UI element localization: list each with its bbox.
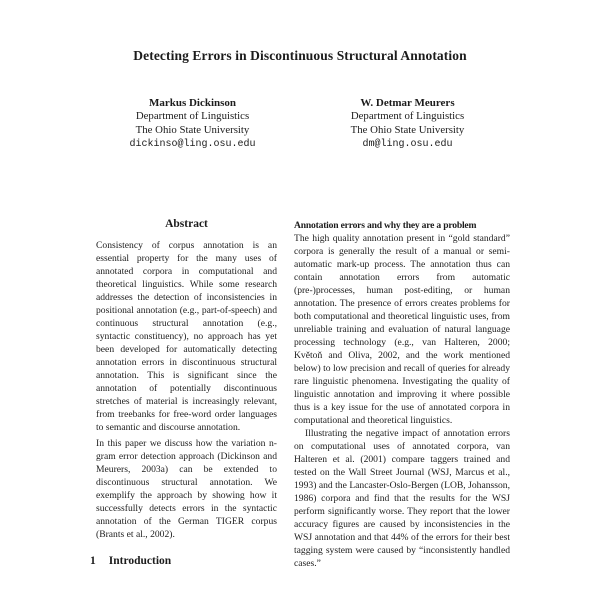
abstract-paragraph-2: In this paper we discuss how the variation n-gram error detection approach (Dickinson and Meurers, 2003a) can be extended to discontinuous structural annotation. We exemplify the approach by showing how it successfully detects errors in the syntactic annotation of the German TIGER corpus (Brants et al., 2002). (96, 438, 277, 540)
author-email: dickinso@ling.osu.edu (129, 139, 256, 150)
author-affiliation-university: The Ohio State University (135, 123, 250, 136)
abstract-section (96, 218, 277, 541)
author-affiliation-department: Department of Linguistics (135, 110, 250, 122)
author-affiliation-university: The Ohio State University (350, 123, 465, 136)
section-heading-introduction (90, 555, 286, 567)
body-paragraph-2: Illustrating the negative impact of annotation errors on computational uses of annotated corpora, van Halteren et al. (2001) compare taggers trained and tested on the Wall Street Journal (WSJ, Marcus et al., 1993) and the Lancaster-Oslo-Bergen (LOB, Johansson, 1986) corpora and find that the results for the WSJ perform significantly worse. They report that the lower accuracy figures are caused by inconsistencies in the WSJ annotation and that 44% of the errors for their best tagging system were caused by “inconsistently handled cases.” (294, 428, 510, 569)
author-email: dm@ling.osu.edu (362, 139, 453, 150)
paragraph-heading-annotation-errors: Annotation errors and why they are a problem (294, 220, 477, 231)
authors-row (90, 96, 510, 152)
body-paragraph-1: The high quality annotation present in “gold standard” corpora is generally the result of a manual or semi-automatic mark-up process. The annotation thus can contain annotation errors from automatic (pre-)processes, human post-editing, or human annotation. The presence of errors creates problems for both computational and theoretical linguistic uses, from unreliable training and evaluation of natural language processing technology (e.g., van Halteren, 2000; Květoň and Oliva, 2002, and the work mentioned below) to low precision and recall of queries for already rare linguistic phenomena. Investigating the quality of linguistic annotation and improving it where possible thus is a key issue for the use of annotated corpora in computational and theoretical linguistics. (294, 233, 510, 426)
abstract-heading: Abstract (165, 218, 208, 230)
author-name: Markus Dickinson (148, 97, 237, 109)
author-affiliation-department: Department of Linguistics (350, 110, 465, 122)
author-block-first (90, 96, 295, 152)
section-number: 1 (90, 555, 96, 567)
author-name: W. Detmar Meurers (360, 97, 455, 109)
author-block-second (305, 96, 510, 152)
paper-title: Detecting Errors in Discontinuous Structural Annotation (133, 48, 467, 63)
left-column (90, 218, 286, 600)
right-column (294, 219, 510, 600)
abstract-paragraph-1: Consistency of corpus annotation is an essential property for the many uses of annotated corpora in computational and theoretical linguistics. While some research addresses the detection of inconsistencies in positional annotation (e.g., part-of-speech) and continuous structural annotation (e.g., syntactic constituency), no approach has yet been developed for automatically detecting annotation errors in discontinuous structural annotation. This is significant since the annotation of potentially discontinuous stretches of material is increasingly relevant, from treebanks for free-word order languages to semantic and discourse annotation. (96, 240, 277, 433)
section-title: Introduction (108, 555, 172, 567)
